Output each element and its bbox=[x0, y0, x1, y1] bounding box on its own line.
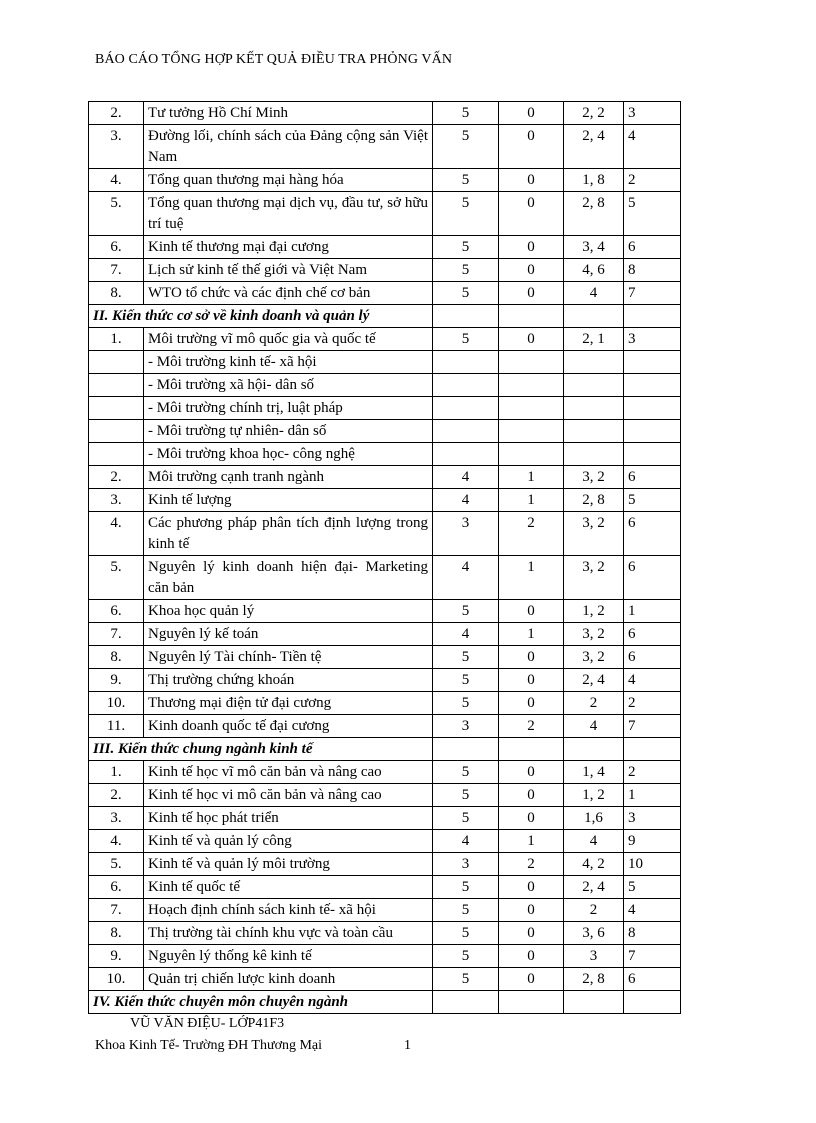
empty-cell bbox=[499, 305, 564, 328]
row-col3: 2, 4 bbox=[564, 125, 624, 169]
row-col4: 7 bbox=[624, 282, 681, 305]
page-number: 1 bbox=[404, 1038, 411, 1053]
row-col1: 5 bbox=[433, 125, 499, 169]
row-col3: 3, 6 bbox=[564, 922, 624, 945]
row-col3: 2, 1 bbox=[564, 328, 624, 351]
row-col1: 4 bbox=[433, 830, 499, 853]
row-subject: WTO tổ chức và các định chế cơ bản bbox=[144, 282, 433, 305]
row-col4: 1 bbox=[624, 600, 681, 623]
row-col1 bbox=[433, 420, 499, 443]
row-col3: 2, 8 bbox=[564, 968, 624, 991]
row-col4: 6 bbox=[624, 646, 681, 669]
row-col4: 2 bbox=[624, 169, 681, 192]
table-row bbox=[89, 761, 681, 784]
row-col4: 7 bbox=[624, 715, 681, 738]
row-col4: 6 bbox=[624, 623, 681, 646]
table-row bbox=[89, 466, 681, 489]
table-row bbox=[89, 282, 681, 305]
row-subject: Nguyên lý kinh doanh hiện đại- Marketing căn bản bbox=[144, 556, 433, 600]
row-number: 3. bbox=[89, 125, 144, 169]
row-col3: 2, 2 bbox=[564, 102, 624, 125]
row-number: 8. bbox=[89, 282, 144, 305]
row-subject: Khoa học quản lý bbox=[144, 600, 433, 623]
row-col1: 4 bbox=[433, 466, 499, 489]
row-col4: 4 bbox=[624, 899, 681, 922]
row-number bbox=[89, 397, 144, 420]
row-col3: 4, 2 bbox=[564, 853, 624, 876]
row-col2: 0 bbox=[499, 876, 564, 899]
row-col3: 4 bbox=[564, 830, 624, 853]
row-col2: 1 bbox=[499, 830, 564, 853]
row-col2 bbox=[499, 443, 564, 466]
row-col2: 0 bbox=[499, 807, 564, 830]
table-row bbox=[89, 623, 681, 646]
row-col3: 1, 4 bbox=[564, 761, 624, 784]
row-col3: 3, 2 bbox=[564, 646, 624, 669]
empty-cell bbox=[499, 991, 564, 1014]
row-col1: 5 bbox=[433, 600, 499, 623]
row-col4 bbox=[624, 420, 681, 443]
row-number bbox=[89, 351, 144, 374]
row-subject: Kinh tế và quản lý công bbox=[144, 830, 433, 853]
row-col3: 2, 4 bbox=[564, 876, 624, 899]
row-col1: 5 bbox=[433, 259, 499, 282]
row-subject: Quản trị chiến lược kinh doanh bbox=[144, 968, 433, 991]
table-row bbox=[89, 853, 681, 876]
row-subject: Thị trường tài chính khu vực và toàn cầu bbox=[144, 922, 433, 945]
row-col4: 5 bbox=[624, 489, 681, 512]
row-col3 bbox=[564, 374, 624, 397]
row-col1 bbox=[433, 443, 499, 466]
table-body bbox=[89, 102, 681, 1014]
row-col3: 4, 6 bbox=[564, 259, 624, 282]
row-col3: 2, 4 bbox=[564, 669, 624, 692]
row-col2 bbox=[499, 420, 564, 443]
table-row bbox=[89, 945, 681, 968]
row-subject: Lịch sử kinh tế thế giới và Việt Nam bbox=[144, 259, 433, 282]
table-row bbox=[89, 259, 681, 282]
row-col1: 5 bbox=[433, 169, 499, 192]
row-subject: Tổng quan thương mại dịch vụ, đầu tư, sở hữu trí tuệ bbox=[144, 192, 433, 236]
row-col3: 1,6 bbox=[564, 807, 624, 830]
table-row bbox=[89, 968, 681, 991]
row-number: 7. bbox=[89, 899, 144, 922]
row-col2: 0 bbox=[499, 945, 564, 968]
row-number: 3. bbox=[89, 489, 144, 512]
table-row bbox=[89, 192, 681, 236]
table-row bbox=[89, 715, 681, 738]
row-subject: Kinh tế học vĩ mô căn bản và nâng cao bbox=[144, 761, 433, 784]
row-number: 1. bbox=[89, 328, 144, 351]
empty-cell bbox=[433, 991, 499, 1014]
row-col1: 4 bbox=[433, 489, 499, 512]
empty-cell bbox=[499, 738, 564, 761]
row-col3: 3, 2 bbox=[564, 466, 624, 489]
row-subject: Đường lối, chính sách của Đảng cộng sản Việt Nam bbox=[144, 125, 433, 169]
row-col4 bbox=[624, 397, 681, 420]
row-col3: 2, 8 bbox=[564, 489, 624, 512]
table-row bbox=[89, 600, 681, 623]
row-subject: Thương mại điện tử đại cương bbox=[144, 692, 433, 715]
row-number: 5. bbox=[89, 556, 144, 600]
row-col3: 1, 2 bbox=[564, 784, 624, 807]
row-subject: Nguyên lý Tài chính- Tiền tệ bbox=[144, 646, 433, 669]
table-row bbox=[89, 830, 681, 853]
row-col4: 3 bbox=[624, 328, 681, 351]
row-subject: Các phương pháp phân tích định lượng trong kinh tế bbox=[144, 512, 433, 556]
row-col4 bbox=[624, 443, 681, 466]
row-col1: 5 bbox=[433, 192, 499, 236]
row-number: 7. bbox=[89, 259, 144, 282]
row-col2: 0 bbox=[499, 236, 564, 259]
row-col2: 1 bbox=[499, 489, 564, 512]
row-col2: 1 bbox=[499, 623, 564, 646]
row-col1: 3 bbox=[433, 715, 499, 738]
row-col4: 8 bbox=[624, 922, 681, 945]
row-col4: 1 bbox=[624, 784, 681, 807]
row-col1: 5 bbox=[433, 807, 499, 830]
row-number: 3. bbox=[89, 807, 144, 830]
row-col2 bbox=[499, 374, 564, 397]
row-number: 4. bbox=[89, 512, 144, 556]
row-col4: 2 bbox=[624, 761, 681, 784]
row-col1: 5 bbox=[433, 236, 499, 259]
table-row bbox=[89, 556, 681, 600]
row-col2: 0 bbox=[499, 328, 564, 351]
row-subject: Nguyên lý kế toán bbox=[144, 623, 433, 646]
row-col3 bbox=[564, 351, 624, 374]
row-col2: 0 bbox=[499, 692, 564, 715]
row-col2: 0 bbox=[499, 784, 564, 807]
row-col3: 4 bbox=[564, 282, 624, 305]
row-col3: 2 bbox=[564, 899, 624, 922]
row-number: 7. bbox=[89, 623, 144, 646]
empty-cell bbox=[564, 305, 624, 328]
row-col3 bbox=[564, 397, 624, 420]
row-col3 bbox=[564, 443, 624, 466]
table-row bbox=[89, 807, 681, 830]
row-number: 2. bbox=[89, 784, 144, 807]
row-col4: 9 bbox=[624, 830, 681, 853]
row-col3 bbox=[564, 420, 624, 443]
empty-cell bbox=[433, 305, 499, 328]
empty-cell bbox=[433, 738, 499, 761]
row-number: 2. bbox=[89, 102, 144, 125]
row-col2: 0 bbox=[499, 102, 564, 125]
row-col4: 5 bbox=[624, 876, 681, 899]
row-col1: 5 bbox=[433, 328, 499, 351]
empty-cell bbox=[624, 305, 681, 328]
row-col3: 3 bbox=[564, 945, 624, 968]
row-col1: 5 bbox=[433, 922, 499, 945]
row-col1: 5 bbox=[433, 876, 499, 899]
row-col3: 3, 2 bbox=[564, 512, 624, 556]
row-col4: 6 bbox=[624, 556, 681, 600]
footer-author: VŨ VĂN ĐIỆU- LỚP41F3 bbox=[130, 1016, 285, 1031]
empty-cell bbox=[564, 991, 624, 1014]
row-subject: Tư tưởng Hồ Chí Minh bbox=[144, 102, 433, 125]
row-col1 bbox=[433, 374, 499, 397]
row-subject: Hoạch định chính sách kinh tế- xã hội bbox=[144, 899, 433, 922]
row-col2: 0 bbox=[499, 600, 564, 623]
row-col4: 10 bbox=[624, 853, 681, 876]
row-subject: Kinh tế học vi mô căn bản và nâng cao bbox=[144, 784, 433, 807]
row-number bbox=[89, 374, 144, 397]
footer-school: Khoa Kinh Tế- Trường ĐH Thương Mại bbox=[95, 1038, 323, 1053]
section-row bbox=[89, 738, 681, 761]
row-col1: 3 bbox=[433, 853, 499, 876]
row-subject: Kinh doanh quốc tế đại cương bbox=[144, 715, 433, 738]
row-col1: 5 bbox=[433, 899, 499, 922]
row-number: 4. bbox=[89, 830, 144, 853]
row-subject: Kinh tế lượng bbox=[144, 489, 433, 512]
row-col2: 0 bbox=[499, 125, 564, 169]
row-number: 4. bbox=[89, 169, 144, 192]
table-row bbox=[89, 922, 681, 945]
row-col1: 5 bbox=[433, 968, 499, 991]
row-number: 1. bbox=[89, 761, 144, 784]
row-subject: Kinh tế thương mại đại cương bbox=[144, 236, 433, 259]
row-subject: Môi trường vĩ mô quốc gia và quốc tế bbox=[144, 328, 433, 351]
row-col4: 3 bbox=[624, 807, 681, 830]
row-number: 6. bbox=[89, 876, 144, 899]
row-col4: 7 bbox=[624, 945, 681, 968]
row-col3: 1, 8 bbox=[564, 169, 624, 192]
row-number: 5. bbox=[89, 192, 144, 236]
empty-cell bbox=[624, 738, 681, 761]
row-col4: 6 bbox=[624, 466, 681, 489]
row-col1: 5 bbox=[433, 646, 499, 669]
row-number: 6. bbox=[89, 600, 144, 623]
row-col1 bbox=[433, 397, 499, 420]
empty-cell bbox=[564, 738, 624, 761]
table-row bbox=[89, 489, 681, 512]
table-row bbox=[89, 351, 681, 374]
row-subject: Kinh tế và quản lý môi trường bbox=[144, 853, 433, 876]
row-col2: 0 bbox=[499, 761, 564, 784]
row-col4: 4 bbox=[624, 669, 681, 692]
table-row bbox=[89, 899, 681, 922]
row-number: 9. bbox=[89, 669, 144, 692]
row-col4: 8 bbox=[624, 259, 681, 282]
row-subject: Kinh tế quốc tế bbox=[144, 876, 433, 899]
row-col1: 5 bbox=[433, 669, 499, 692]
row-col4: 6 bbox=[624, 236, 681, 259]
row-col2: 0 bbox=[499, 899, 564, 922]
row-col2: 0 bbox=[499, 646, 564, 669]
row-col2: 0 bbox=[499, 169, 564, 192]
row-col2 bbox=[499, 351, 564, 374]
row-subject: - Môi trường tự nhiên- dân số bbox=[144, 420, 433, 443]
table-row bbox=[89, 374, 681, 397]
table-row bbox=[89, 876, 681, 899]
row-col1: 5 bbox=[433, 945, 499, 968]
row-number: 10. bbox=[89, 692, 144, 715]
table-row bbox=[89, 328, 681, 351]
row-col2: 0 bbox=[499, 669, 564, 692]
table-row bbox=[89, 125, 681, 169]
row-col2: 0 bbox=[499, 922, 564, 945]
table-row bbox=[89, 102, 681, 125]
row-col2: 2 bbox=[499, 512, 564, 556]
row-col3: 3, 2 bbox=[564, 623, 624, 646]
row-subject: Kinh tế học phát triển bbox=[144, 807, 433, 830]
row-col4: 2 bbox=[624, 692, 681, 715]
table-row bbox=[89, 397, 681, 420]
row-col2: 2 bbox=[499, 715, 564, 738]
row-number bbox=[89, 420, 144, 443]
row-col3: 2, 8 bbox=[564, 192, 624, 236]
row-col3: 3, 2 bbox=[564, 556, 624, 600]
row-col1: 5 bbox=[433, 282, 499, 305]
row-col2: 2 bbox=[499, 853, 564, 876]
row-subject: Nguyên lý thống kê kinh tế bbox=[144, 945, 433, 968]
row-col2: 0 bbox=[499, 192, 564, 236]
survey-results-table bbox=[88, 101, 681, 1014]
row-col3: 3, 4 bbox=[564, 236, 624, 259]
row-col1 bbox=[433, 351, 499, 374]
row-subject: Tổng quan thương mại hàng hóa bbox=[144, 169, 433, 192]
row-col3: 1, 2 bbox=[564, 600, 624, 623]
row-col2 bbox=[499, 397, 564, 420]
row-col1: 5 bbox=[433, 102, 499, 125]
row-col3: 2 bbox=[564, 692, 624, 715]
row-col3: 4 bbox=[564, 715, 624, 738]
row-number: 8. bbox=[89, 646, 144, 669]
table-row bbox=[89, 512, 681, 556]
table-row bbox=[89, 692, 681, 715]
row-number: 8. bbox=[89, 922, 144, 945]
row-col2: 1 bbox=[499, 556, 564, 600]
row-number: 9. bbox=[89, 945, 144, 968]
row-subject: Môi trường cạnh tranh ngành bbox=[144, 466, 433, 489]
row-col4 bbox=[624, 374, 681, 397]
table-row bbox=[89, 443, 681, 466]
page-header-title: BÁO CÁO TỔNG HỢP KẾT QUẢ ĐIỀU TRA PHỎNG VẤN bbox=[95, 52, 453, 67]
row-number bbox=[89, 443, 144, 466]
row-number: 10. bbox=[89, 968, 144, 991]
row-number: 2. bbox=[89, 466, 144, 489]
row-col4: 3 bbox=[624, 102, 681, 125]
row-col1: 4 bbox=[433, 623, 499, 646]
row-col1: 5 bbox=[433, 761, 499, 784]
row-col1: 5 bbox=[433, 692, 499, 715]
row-col2: 1 bbox=[499, 466, 564, 489]
row-subject: - Môi trường kinh tế- xã hội bbox=[144, 351, 433, 374]
row-subject: - Môi trường khoa học- công nghệ bbox=[144, 443, 433, 466]
row-subject: - Môi trường chính trị, luật pháp bbox=[144, 397, 433, 420]
table-row bbox=[89, 784, 681, 807]
row-subject: Thị trường chứng khoán bbox=[144, 669, 433, 692]
row-col4: 6 bbox=[624, 512, 681, 556]
section-row bbox=[89, 991, 681, 1014]
table-row bbox=[89, 236, 681, 259]
table-row bbox=[89, 420, 681, 443]
section-title: IV. Kiến thức chuyên môn chuyên ngành bbox=[89, 991, 433, 1014]
row-col4: 4 bbox=[624, 125, 681, 169]
row-col1: 4 bbox=[433, 556, 499, 600]
row-col2: 0 bbox=[499, 968, 564, 991]
table-row bbox=[89, 646, 681, 669]
row-col2: 0 bbox=[499, 282, 564, 305]
row-col4: 5 bbox=[624, 192, 681, 236]
section-title: II. Kiến thức cơ sở về kinh doanh và quản lý bbox=[89, 305, 433, 328]
row-number: 6. bbox=[89, 236, 144, 259]
row-col2: 0 bbox=[499, 259, 564, 282]
row-col1: 5 bbox=[433, 784, 499, 807]
row-subject: - Môi trường xã hội- dân số bbox=[144, 374, 433, 397]
section-row bbox=[89, 305, 681, 328]
row-number: 11. bbox=[89, 715, 144, 738]
row-col1: 3 bbox=[433, 512, 499, 556]
table-row bbox=[89, 669, 681, 692]
row-col4 bbox=[624, 351, 681, 374]
row-col4: 6 bbox=[624, 968, 681, 991]
empty-cell bbox=[624, 991, 681, 1014]
section-title: III. Kiến thức chung ngành kinh tế bbox=[89, 738, 433, 761]
table-row bbox=[89, 169, 681, 192]
row-number: 5. bbox=[89, 853, 144, 876]
